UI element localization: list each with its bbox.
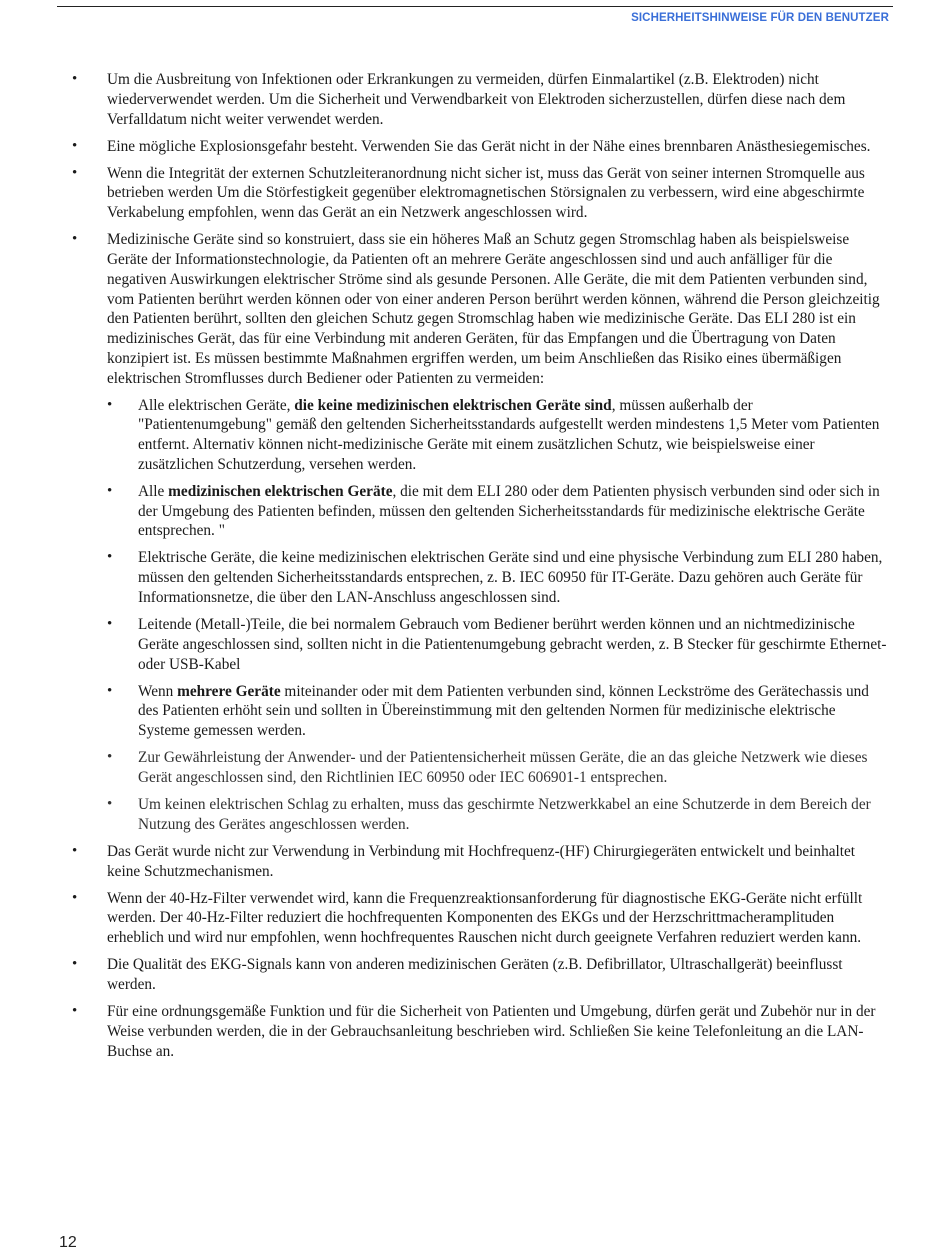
- bullet-text: Medizinische Geräte sind so konstruiert, dass sie ein höheres Maß an Schutz gegen Stromschlag haben als beispielsweise Geräte der Informationstechnologie, da Patienten oft an mehrere Geräte angeschlossen sind und auch anfälliger für die negativen Auswirkungen elektrischer Ströme sind als gesunde Personen. Alle Geräte, die mit dem Patienten verbunden sind, vom Patienten berührt werden können oder von einer anderen Person berührt werden können, während die Person gleichzeitig den Patienten berührt, sollten den gleichen Schutz gegen Stromschlag haben wie medizinische Geräte. Das ELI 280 ist ein medizinisches Gerät, das für eine Verbindung mit anderen Geräten, für das Empfangen und die Übertragung von Daten konzipiert ist. Es müssen bestimmte Maßnahmen ergriffen werden, um beim Anschließen das Risiko eines übermäßigen elektrischen Stromflusses durch Bediener oder Patienten zu vermeiden:: [107, 231, 880, 387]
- bullet-text: Das Gerät wurde nicht zur Verwendung in Verbindung mit Hochfrequenz-(HF) Chirurgiegeräten entwickelt und beinhaltet keine Schutzmechanismen.: [107, 842, 856, 880]
- sub-bullet-text: Um keinen elektrischen Schlag zu erhalten, muss das geschirmte Netzwerkkabel an eine Schutzerde in dem Bereich der Nutzung des Gerätes angeschlossen werden.: [138, 795, 871, 833]
- safety-bullet-list: [72, 70, 887, 1061]
- list-item: [72, 955, 887, 995]
- list-item: [72, 889, 887, 948]
- sub-bullet-emphasis: mehrere Geräte: [177, 682, 281, 700]
- sub-bullet-text: , müssen außerhalb der "Patientenumgebung" gemäß den geltenden Sicherheitsstandards aufgestellt werden mindestens 1,5 Meter vom Patienten entfernt. Alternativ können nicht-medizinische Geräte mit einem zusätzlichen Schutz, wie beispielsweise einer zusätzlichen Schutzerdung, versehen werden.: [138, 396, 880, 473]
- sub-bullet-text: miteinander oder mit dem Patienten verbunden sind, können Leckströme des Gerätechassis und des Patienten erhöht sein und sollten in Übereinstimmung mit den geltenden Normen für medizinische elektrische Systeme gemessen werden.: [138, 682, 869, 740]
- sub-list-item: [107, 482, 887, 541]
- list-item: [72, 70, 887, 129]
- list-item: [72, 842, 887, 882]
- bullet-text: Für eine ordnungsgemäße Funktion und für die Sicherheit von Patienten und Umgebung, dürfen gerät und Zubehör nur in der Weise verbunden werden, die in der Gebrauchsanleitung beschrieben wird. Schließen Sie keine Telefonleitung an die LAN-Buchse an.: [107, 1002, 876, 1060]
- sub-bullet-text: , die mit dem ELI 280 oder dem Patienten physisch verbunden sind oder sich in der Umgebung des Patienten befinden, müssen den geltenden Sicherheitsstandards für medizinische elektrische Geräte entsprechen. ": [138, 482, 880, 540]
- sub-list-item: [107, 682, 887, 741]
- sub-list-item: [107, 795, 887, 835]
- header-rule: [57, 6, 893, 7]
- bullet-text: Die Qualität des EKG-Signals kann von anderen medizinischen Geräten (z.B. Defibrillator, Ultraschallgerät) beeinflusst werden.: [107, 956, 843, 993]
- sub-bullet-text: Alle elektrischen Geräte,: [138, 396, 295, 414]
- list-item: [72, 230, 887, 834]
- sub-list-item: [107, 748, 887, 788]
- bullet-text: Wenn die Integrität der externen Schutzleiteranordnung nicht sicher ist, muss das Gerät von seiner internen Stromquelle aus betrieben werden Um die Störfestigkeit gegenüber elektromagnetischen Störsignalen zu verbessern, wird eine abgeschirmte Verkabelung empfohlen, wenn das Gerät an ein Netzwerk angeschlossen wird.: [107, 164, 865, 222]
- document-body: [72, 70, 887, 1068]
- bullet-text: Eine mögliche Explosionsgefahr besteht. Verwenden Sie das Gerät nicht in der Nähe eines brennbaren Anästhesiegemisches.: [107, 137, 871, 155]
- list-item: [72, 137, 887, 157]
- bullet-text: Wenn der 40-Hz-Filter verwendet wird, kann die Frequenzreaktionsanforderung für diagnostische EKG-Geräte nicht erfüllt werden. Der 40-Hz-Filter reduziert die hochfrequenten Komponenten des EKGs und der Herzschrittmacheramplituden erheblich und wird nur empfohlen, wenn hochfrequentes Rauschen nicht durch geeignete Verfahren reduziert werden kann.: [107, 889, 863, 947]
- sub-list-item: [107, 615, 887, 674]
- sub-bullet-text: Alle: [138, 482, 169, 500]
- list-item: [72, 1002, 887, 1061]
- sub-list-item: [107, 396, 887, 475]
- sub-bullet-emphasis: die keine medizinischen elektrischen Geräte sind: [294, 396, 612, 414]
- section-header: SICHERHEITSHINWEISE FÜR DEN BENUTZER: [631, 12, 889, 24]
- page-number: 12: [59, 1234, 77, 1251]
- sub-bullet-text: Elektrische Geräte, die keine medizinischen elektrischen Geräte sind und eine physische Verbindung zum ELI 280 haben, müssen den geltenden Sicherheitsstandards entsprechen, z. B. IEC 60950 für IT-Geräte. Dazu gehören auch Geräte für Informationsnetze, die über den LAN-Anschluss angeschlossen sind.: [138, 549, 883, 607]
- sub-bullet-text: Zur Gewährleistung der Anwender- und der Patientensicherheit müssen Geräte, die an das gleiche Netzwerk wie dieses Gerät angeschlossen sind, den Richtlinien IEC 60950 oder IEC 606901-1 entsprechen.: [138, 749, 868, 786]
- sub-bullet-emphasis: medizinischen elektrischen Geräte: [168, 482, 393, 500]
- connection-measures-list: [107, 396, 887, 835]
- sub-bullet-text: Leitende (Metall-)Teile, die bei normalem Gebrauch vom Bediener berührt werden können und an nichtmedizinische Geräte angeschlossen sind, sollten nicht in die Patientenumgebung gebracht werden, z. B Stecker für geschirmte Ethernet- oder USB-Kabel: [138, 616, 887, 673]
- sub-list-item: [107, 548, 887, 607]
- bullet-text: Um die Ausbreitung von Infektionen oder Erkrankungen zu vermeiden, dürfen Einmalartikel (z.B. Elektroden) nicht wiederverwendet werden. Um die Sicherheit und Verwendbarkeit von Elektroden sicherzustellen, dürfen diese nach dem Verfalldatum nicht weiter verwendet werden.: [107, 71, 846, 128]
- sub-bullet-text: Wenn: [138, 682, 178, 700]
- list-item: [72, 164, 887, 223]
